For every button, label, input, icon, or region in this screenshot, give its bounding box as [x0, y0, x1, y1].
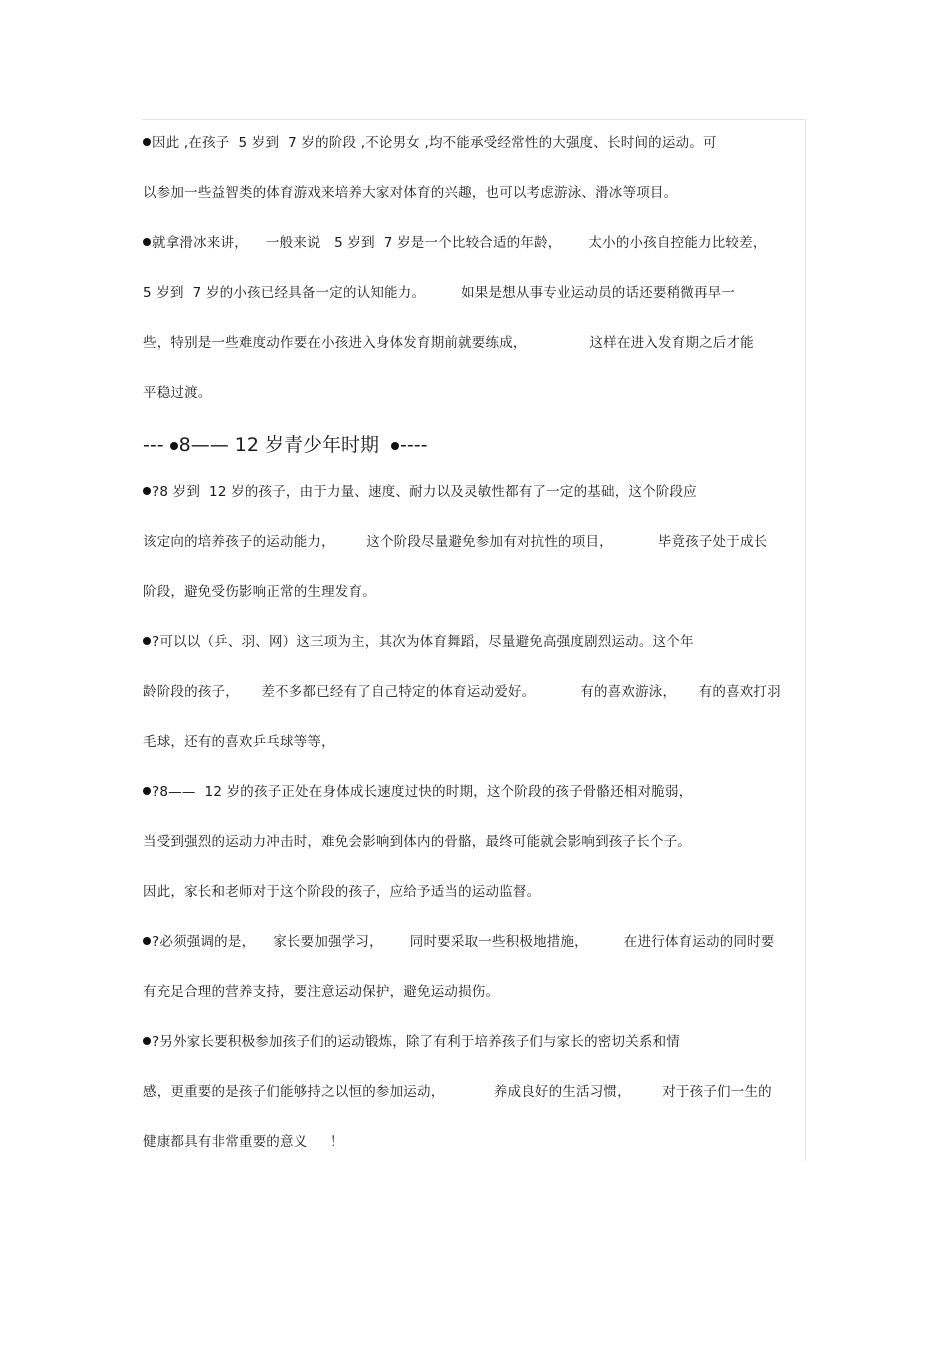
paragraph-3-line-2: 该定向的培养孩子的运动能力， 这个阶段尽量避免参加有对抗性的项目， 毕竟孩子处于成长 [143, 534, 768, 550]
bullet-icon [143, 138, 151, 146]
paragraph-7-line-3: 健康都具有非常重要的意义 ！ [143, 1134, 344, 1150]
bullet-icon [143, 238, 151, 246]
paragraph-2-line-4: 平稳过渡。 [143, 385, 212, 401]
paragraph-4-line-2: 龄阶段的孩子， 差不多都已经有了自己特定的体育运动爱好。 有的喜欢游泳， 有的喜欢打羽 [143, 684, 781, 700]
section-heading: --- 8—— 12 岁青少年时期 ---- [143, 434, 428, 456]
paragraph-4-line-3: 毛球，还有的喜欢乒乓球等等， [143, 734, 335, 750]
bullet-icon [143, 487, 151, 495]
bullet-icon [143, 937, 151, 945]
paragraph-1-line-2: 以参加一些益智类的体育游戏来培养大家对体育的兴趣，也可以考虑游泳、滑冰等项目。 [143, 185, 678, 201]
bullet-icon [143, 637, 151, 645]
bullet-icon [143, 787, 151, 795]
bullet-icon [143, 1037, 151, 1045]
paragraph-2-line-3: 些，特别是一些难度动作要在小孩进入身体发育期前就要练成， 这样在进入发育期之后才能 [143, 335, 754, 351]
paragraph-2-line-2: 5 岁到 7 岁的小孩已经具备一定的认知能力。 如果是想从事专业运动员的话还要稍微再早一 [143, 285, 736, 301]
paragraph-7-line-2: 感，更重要的是孩子们能够持之以恒的参加运动， 养成良好的生活习惯， 对于孩子们一生的 [143, 1084, 772, 1100]
paragraph-5-line-1: ?8—— 12 岁的孩子正处在身体成长速度过快的时期，这个阶段的孩子骨骼还相对脆弱， [143, 782, 692, 802]
paragraph-2-line-1: 就拿滑冰来讲， 一般来说 5 岁到 7 岁是一个比较合适的年龄， 太小的小孩自控能力比较差， [143, 233, 767, 253]
paragraph-1-line-1: 因此 ,在孩子 5 岁到 7 岁的阶段 ,不论男女 ,均不能承受经常性的大强度、长时间的运动。可 [143, 133, 717, 153]
bullet-icon [391, 442, 399, 450]
paragraph-3-line-3: 阶段，避免受伤影响正常的生理发育。 [143, 584, 376, 600]
paragraph-4-line-1: ?可以以（乒、羽、网）这三项为主，其次为体育舞蹈，尽量避免高强度剧烈运动。这个年 [143, 632, 694, 652]
paragraph-7-line-1: ?另外家长要积极参加孩子们的运动锻炼，除了有利于培养孩子们与家长的密切关系和情 [143, 1032, 680, 1052]
paragraph-3-line-1: ?8 岁到 12 岁的孩子，由于力量、速度、耐力以及灵敏性都有了一定的基础，这个阶段应 [143, 482, 697, 502]
paragraph-5-line-2: 当受到强烈的运动力冲击时，难免会影响到体内的骨骼，最终可能就会影响到孩子长个子。 [143, 834, 691, 850]
paragraph-6-line-2: 有充足合理的营养支持，要注意运动保护，避免运动损伤。 [143, 984, 500, 1000]
paragraph-5-line-3: 因此，家长和老师对于这个阶段的孩子，应给予适当的运动监督。 [143, 884, 541, 900]
paragraph-6-line-1: ?必须强调的是， 家长要加强学习， 同时要采取一些积极地措施， 在进行体育运动的同时要 [143, 932, 775, 952]
bullet-icon [170, 442, 178, 450]
